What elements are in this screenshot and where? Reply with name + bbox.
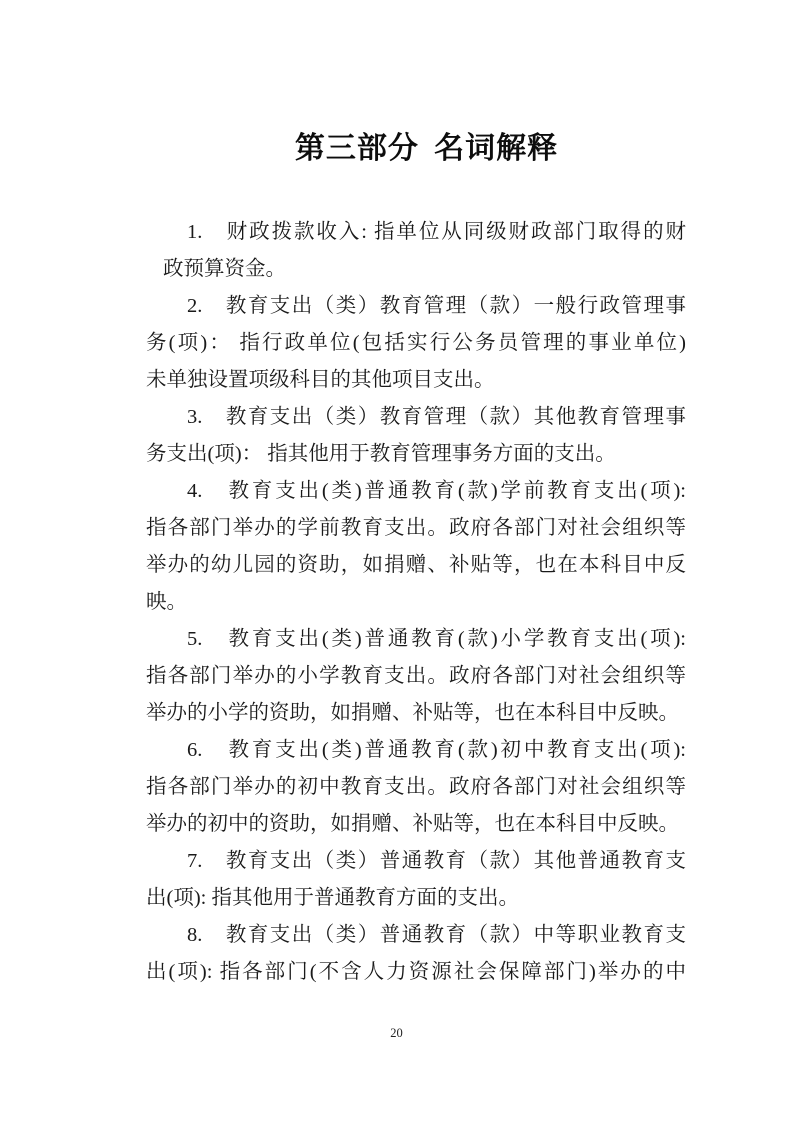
paragraph [146,843,686,917]
text-line: 指各部门举办的初中教育支出。政府各部门对社会组织等 [146,776,686,798]
text-line: 政预算资金。 [163,258,286,280]
paragraph [146,621,686,732]
text-line: 3. 教育支出（类）教育管理（款）其他教育管理事 [187,406,686,428]
page-number: 20 [390,1026,403,1040]
text-line: 5. 教育支出(类)普通教育(款)小学教育支出(项): [187,628,686,650]
text-line: 2. 教育支出（类）教育管理（款）一般行政管理事 [187,295,686,317]
paragraph [146,732,686,843]
paragraph [146,288,686,399]
text-line: 7. 教育支出（类）普通教育（款）其他普通教育支 [187,850,686,872]
text-line: 指各部门举办的学前教育支出。政府各部门对社会组织等 [146,517,686,539]
text-line: 举办的小学的资助，如捐赠、补贴等，也在本科目中反映。 [146,702,679,724]
paragraph [146,399,686,473]
text-line: 8. 教育支出（类）普通教育（款）中等职业教育支 [187,924,686,946]
text-line: 指各部门举办的小学教育支出。政府各部门对社会组织等 [146,665,686,687]
text-line: 举办的初中的资助，如捐赠、补贴等，也在本科目中反映。 [146,813,679,835]
text-line: 务(项)： 指行政单位(包括实行公务员管理的事业单位) [146,332,686,354]
text-line: 出(项): 指其他用于普通教育方面的支出。 [146,887,519,909]
text-line: 举办的幼儿园的资助，如捐赠、补贴等，也在本科目中反 [146,554,686,576]
paragraph [146,214,686,288]
text-line: 务支出(项)： 指其他用于教育管理事务方面的支出。 [146,443,616,465]
glossary-body [146,214,686,991]
text-line: 映。 [146,591,187,613]
text-line: 4. 教育支出(类)普通教育(款)学前教育支出(项): [187,480,686,502]
paragraph [146,917,686,991]
text-line: 未单独设置项级科目的其他项目支出。 [146,369,495,391]
text-line: 6. 教育支出(类)普通教育(款)初中教育支出(项): [187,739,686,761]
text-line: 出(项): 指各部门(不含人力资源社会保障部门)举办的中 [146,961,686,983]
paragraph [146,473,686,621]
page-title: 第三部分 名词解释 [294,132,559,165]
text-line: 1. 财政拨款收入: 指单位从同级财政部门取得的财 [187,221,686,243]
